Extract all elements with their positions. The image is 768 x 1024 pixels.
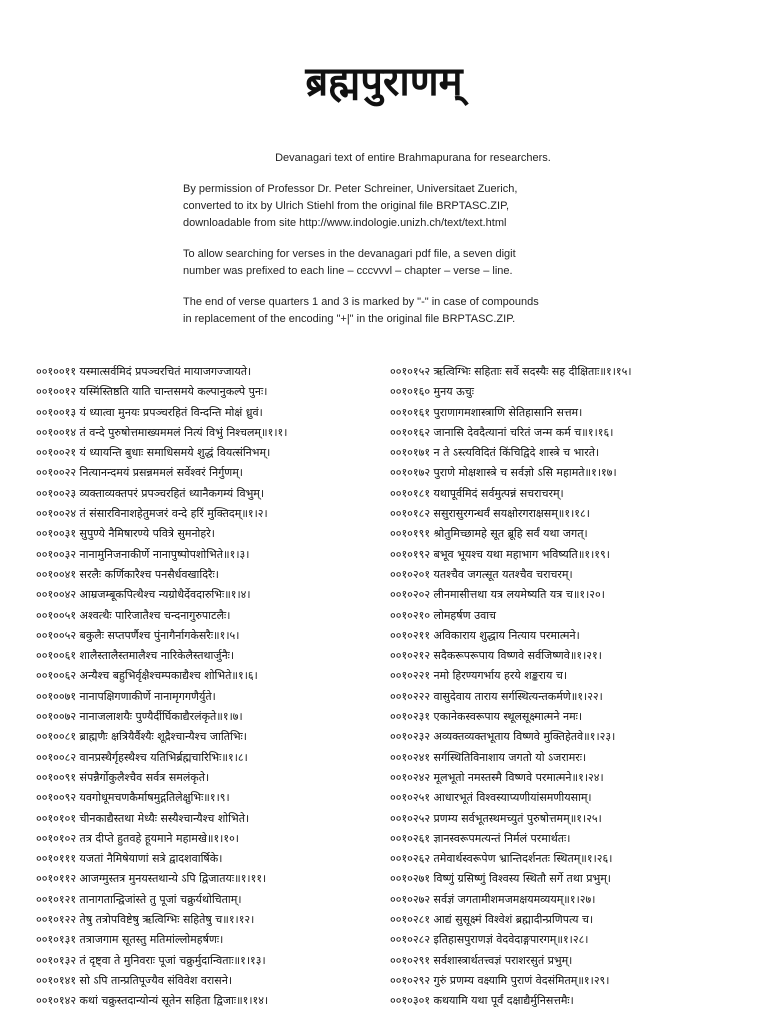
verse-line: ००१०२७१ विष्णुं ग्रसिष्णुं विश्वस्य स्थितौ सर्गे तथा प्रभुम्। <box>390 872 611 886</box>
verse-line: ००१०१६० मुनय ऊचुः <box>390 385 474 399</box>
verse-line: ००१००२४ तं संसारविनाशहेतुमजरं वन्दे हरिं मुक्तिदम्॥१।२। <box>36 507 268 521</box>
verse-line: ००१०१९२ बभूव भूयश्च यथा महाभाग भविष्यति॥१।१९। <box>390 547 610 561</box>
verse-line: ००१०१११ यजतां नैमिषेयाणां सत्रे द्वादशवार्षिके। <box>36 852 223 866</box>
verse-column-right <box>390 362 740 1012</box>
verse-line: ००१०११२ आजग्मुस्तत्र मुनयस्तथान्ये ऽपि द्विजातयः॥१।११। <box>36 872 267 886</box>
verse-line: ००१०२३२ अव्यक्तव्यक्तभूताय विष्णवे मुक्तिहेतवे॥१।२३। <box>390 730 616 744</box>
verse-line: ००१००४१ सरलैः कर्णिकारैश्च पनसैर्धवखादिरैः। <box>36 567 219 581</box>
verse-line: ००१०२२२ वासुदेवाय ताराय सर्गस्थित्यन्तकर्मणे॥१।२२। <box>390 689 603 703</box>
verse-line: ००१००१३ यं ध्यात्वा मुनयः प्रपञ्चरहितं विन्दन्ति मोक्षं ध्रुवं। <box>36 405 263 419</box>
intro-search-note <box>183 246 643 280</box>
verse-line: ००१००११ यस्मात्सर्वमिदं प्रपञ्चरचितं मायाजगज्जायते। <box>36 365 252 378</box>
page-title: ब्रह्मपुराणम् <box>305 59 463 105</box>
verse-line: ००१००३२ नानामुनिजनाकीर्णे नानापुष्पोपशोभिते॥१।३। <box>36 547 250 561</box>
verse-line: ००१०२२१ नमो हिरण्यगर्भाय हरये शङ्कराय च। <box>390 669 568 683</box>
verse-line: ००१०२८१ आद्यं सुसूक्ष्मं विश्वेशं ब्रह्मादीन्प्रणिपत्य च। <box>390 913 594 927</box>
verse-line: ००१०२६१ ज्ञानस्वरूपमत्यन्तं निर्मलं परमार्थतः। <box>390 831 571 845</box>
verse-column-left <box>36 362 376 1012</box>
verse-line: ००१०२१२ सदैकरूपरूपाय विष्णवे सर्वजिष्णवे॥१।२१। <box>390 649 602 663</box>
verse-line: ००१००२२ नित्यानन्दमयं प्रसन्नममलं सर्वेश्वरं निर्गुणम्। <box>36 466 243 480</box>
verse-line: ००१०१९१ श्रोतुमिच्छामहे सूत ब्रूहि सर्वं यथा जगत्। <box>390 527 588 541</box>
verse-line: ००१०२०२ लीनमासीत्तथा यत्र लयमेष्यति यत्र च॥१।२०। <box>390 588 605 602</box>
verse-line: ००१०२७२ सर्वज्ञं जगतामीशमजमक्षयमव्ययम्॥१।२७। <box>390 892 596 906</box>
verse-line: ००१०२४२ मूलभूतो नमस्तस्मै विष्णवे परमात्मने॥१।२४। <box>390 770 604 784</box>
verse-line: ००१००६१ शालैस्तालैस्तमालैश्च नारिकेलैस्तथार्जुनैः। <box>36 649 235 663</box>
verse-line: ००१०१८१ यथापूर्वमिदं सर्वमुत्पन्नं सचराचरम्। <box>390 486 564 500</box>
verse-line: ००१०३०१ कथयामि यथा पूर्वं दक्षाद्यैर्मुनिसत्तमैः। <box>390 994 574 1008</box>
intro-text <box>183 150 643 342</box>
intro-permission <box>183 181 643 232</box>
verse-line: ००१००४२ आम्रजम्बूकपित्थैश्च न्यग्रोधैर्देवदारुभिः॥१।४। <box>36 588 251 602</box>
verse-line: ००१००२३ व्यक्ताव्यक्तपरं प्रपञ्चरहितं ध्यानैकगम्यं विभुम्। <box>36 486 265 500</box>
intro-marking-line: in replacement of the encoding "+|" in the original file BRPTASC.ZIP. <box>183 313 516 325</box>
verse-line: ००१०१०१ चीनकाद्यैस्तथा मेध्यैः सस्यैश्चान्यैश्च शोभिते। <box>36 811 250 825</box>
verse-line: ००१०१३२ तं दृष्ट्वा ते मुनिवराः पूजां चक्रुर्मुदान्विताः॥१।१३। <box>36 953 266 967</box>
verse-line: ००१०१३१ तत्राजगाम सूतस्तु मतिमांल्लोमहर्षणः। <box>36 933 224 947</box>
verse-line: ००१०१०२ तत्र दीप्ते हुतवहे हूयमाने महामखे॥१।१०। <box>36 831 239 845</box>
verse-line: ००१०१७२ पुराणे मोक्षशास्त्रे च सर्वज्ञो ऽसि महामते॥१।१७। <box>390 466 617 480</box>
intro-permission-line: converted to itx by Ulrich Stiehl from the original file BRPTASC.ZIP, <box>183 200 510 212</box>
intro-marking-line: The end of verse quarters 1 and 3 is marked by "-" in case of compounds <box>183 296 539 308</box>
verse-line: ००१०२११ अविकाराय शुद्धाय नित्याय परमात्मने। <box>390 628 580 642</box>
verse-line: ००१०२३१ एकानेकस्वरूपाय स्थूलसूक्ष्मात्मने नमः। <box>390 710 583 724</box>
verse-line: ००१००८२ वानप्रस्थैर्गृहस्थैश्च यतिभिर्ब्रह्मचारिभिः॥१।८। <box>36 750 248 764</box>
verse-line: ००१००३१ सुपुण्ये नैमिषारण्ये पवित्रे सुमनोहरे। <box>36 527 215 541</box>
verse-line: ००१००२१ यं ध्यायन्ति बुधाः समाधिसमये शुद्धं वियत्संनिभम्। <box>36 446 271 460</box>
verse-line: ००१००७२ नानाजलाशयैः पुण्यैर्दीर्घिकाद्यैरलंकृते॥१।७। <box>36 710 243 724</box>
verse-line: ००१००६२ अन्यैश्च बहुभिर्वृक्षैश्चम्पकाद्यैश्च शोभिते॥१।६। <box>36 669 258 683</box>
verse-line: ००१००९१ संपन्नैर्गोकुलैश्चैव सर्वत्र समलंकृते। <box>36 770 210 784</box>
verse-line: ००१०२९१ सर्वशास्त्रार्थतत्त्वज्ञं पराशरसुतं प्रभुम्। <box>390 953 573 967</box>
verse-line: ००१०१२१ तानागतान्द्विजांस्ते तु पूजां चक्रुर्यथोचिताम्। <box>36 892 242 906</box>
verse-line: ००१०२०१ यतश्चैव जगत्सूत यतश्चैव चराचरम्। <box>390 567 573 581</box>
verse-line: ००१००५१ अश्वत्थैः पारिजातैश्च चन्दनागुरुपाटलैः। <box>36 608 231 622</box>
intro-search-line: number was prefixed to each line – cccvvvl – chapter – verse – line. <box>183 265 513 277</box>
intro-marking-note <box>183 294 643 328</box>
verse-line: ००१०२५१ आधारभूतं विश्वस्याप्यणीयांसमणीयसाम्। <box>390 791 592 805</box>
verse-line: ००१०२९२ गुरुं प्रणम्य वक्ष्यामि पुराणं वेदसंमितम्॥१।२९। <box>390 973 610 987</box>
verse-line: ००१०१६१ पुराणागमशास्त्राणि सेतिहासानि सत्तम। <box>390 405 583 419</box>
verse-line: ००१०२१० लोमहर्षण उवाच <box>390 608 497 622</box>
verse-line: ००१०१६२ जानासि देवदैत्यानां चरितं जन्म कर्म च॥१।१६। <box>390 425 614 439</box>
verse-line: ००१०१२२ तेषु तत्रोपविष्टेषु ऋत्विग्भिः सहितेषु च॥१।१२। <box>36 913 255 927</box>
verse-line: ००१०१५२ ऋत्विग्भिः सहिताः सर्वे सदस्यैः सह दीक्षिताः॥१।१५। <box>390 365 632 378</box>
verse-line: ००१००५२ बकुलैः सप्तपर्णैश्च पुंनागैर्नागकेसरैः॥१।५। <box>36 628 240 642</box>
verse-line: ००१०१८२ ससुरासुरगन्धर्वं सयक्षोरगराक्षसम्॥१।१८। <box>390 507 590 521</box>
verse-line: ००१०२६२ तमेवार्थस्वरूपेण भ्रान्तिदर्शनतः स्थितम्॥१।२६। <box>390 852 613 866</box>
verse-line: ००१०२५२ प्रणम्य सर्वभूतस्थमच्युतं पुरुषोत्तमम्॥१।२५। <box>390 811 602 825</box>
intro-permission-line: By permission of Professor Dr. Peter Schreiner, Universitaet Zuerich, <box>183 183 518 195</box>
intro-description: Devanagari text of entire Brahmapurana for researchers. <box>275 152 551 164</box>
verse-line: ००१०२४१ सर्गस्थितिविनाशाय जगतो यो ऽजरामरः। <box>390 750 587 764</box>
verse-line: ००१०१४२ कथां चक्रुस्तदान्योन्यं सूतेन सहिता द्विजाः॥१।१४। <box>36 994 269 1008</box>
verse-line: ००१००१४ तं वन्दे पुरुषोत्तमाख्यममलं नित्यं विभुं निश्चलम्॥१।१। <box>36 425 288 439</box>
verse-line: ००१००८१ ब्राह्मणैः क्षत्रियैर्वैश्यैः शूद्रैश्चान्यैश्च जातिभिः। <box>36 730 247 744</box>
verse-line: ००१००९२ यवगोधूमचणकैर्माषमुद्गतिलेक्षुभिः॥१।९। <box>36 791 230 805</box>
verse-line: ००१००१२ यस्मिंस्तिष्ठति याति चान्तसमये कल्पानुकल्पे पुनः। <box>36 385 268 399</box>
verse-line: ००१०१७१ न ते ऽस्त्यविदितं किंचिद्विदे शास्त्रे च भारते। <box>390 446 600 460</box>
verse-line: ००१००७१ नानापक्षिगणाकीर्णे नानामृगगणैर्युते। <box>36 689 216 703</box>
intro-permission-line: downloadable from site http://www.indologie.unizh.ch/text/text.html <box>183 217 507 229</box>
intro-search-line: To allow searching for verses in the devanagari pdf file, a seven digit <box>183 248 516 260</box>
verse-line: ००१०२८२ इतिहासपुराणज्ञं वेदवेदाङ्गपारगम्॥१।२८। <box>390 933 589 947</box>
verse-line: ००१०१४१ सो ऽपि तान्प्रतिपूज्यैव संविवेश वरासने। <box>36 973 232 987</box>
